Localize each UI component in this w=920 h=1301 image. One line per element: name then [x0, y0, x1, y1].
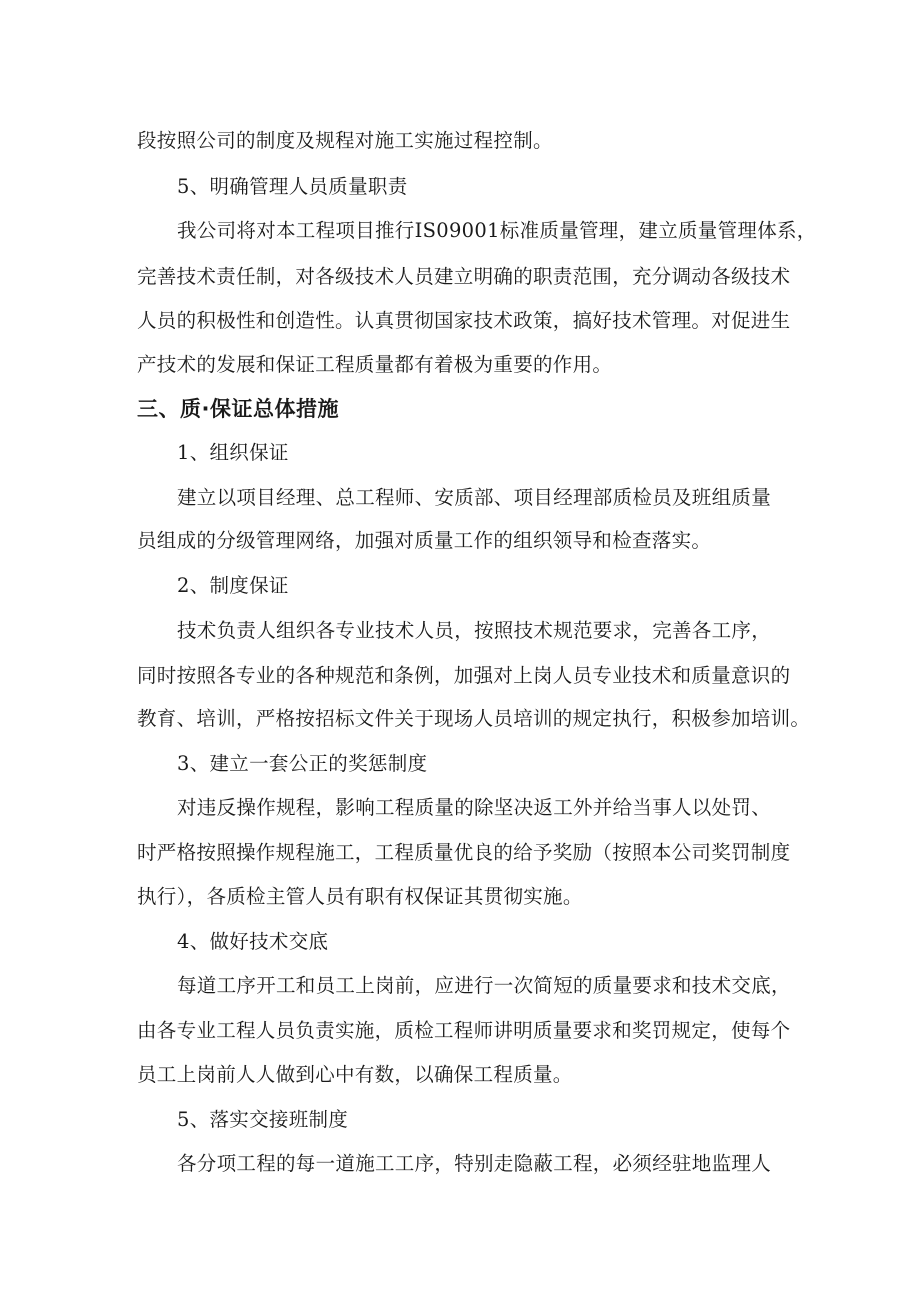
subsection-heading: 2、制度保证 — [177, 574, 289, 597]
paragraph-line: 同时按照各专业的各种规范和条例，加强对上岗人员专业技术和质量意识的 — [137, 664, 791, 687]
subsection-heading: 4、做好技术交底 — [177, 930, 329, 953]
subsection-heading: 3、建立一套公正的奖惩制度 — [177, 752, 428, 775]
paragraph-line: 我公司将对本工程项目推行IS09001标准质量管理，建立质量管理体系， — [177, 219, 817, 242]
paragraph-line: 执行），各质检主管人员有职有权保证其贯彻实施。 — [137, 885, 583, 908]
paragraph-line: 由各专业工程人员负责实施，质检工程师讲明质量要求和奖罚规定，使每个 — [137, 1019, 791, 1042]
paragraph-line: 段按照公司的制度及规程对施工实施过程控制。 — [137, 129, 553, 152]
section-heading: 三、质·保证总体措施 — [137, 397, 339, 421]
subsection-heading: 5、明确管理人员质量职责 — [177, 175, 408, 198]
paragraph-line: 各分项工程的每一道施工工序，特别走隐蔽工程，必须经驻地监理人 — [177, 1152, 772, 1175]
paragraph-line: 员工上岗前人人做到心中有数，以确保工程质量。 — [137, 1063, 573, 1086]
subsection-heading: 5、落实交接班制度 — [177, 1108, 349, 1131]
paragraph-line: 产技术的发展和保证工程质量都有着极为重要的作用。 — [137, 353, 613, 376]
paragraph-line: 人员的积极性和创造性。认真贯彻国家技术政策，搞好技术管理。对促进生 — [137, 309, 791, 332]
paragraph-line: 建立以项目经理、总工程师、安质部、项目经理部质检员及班组质量 — [177, 486, 772, 509]
paragraph-line: 教育、培训，严格按招标文件关于现场人员培训的规定执行，积极参加培训。 — [137, 707, 811, 730]
paragraph-line: 员组成的分级管理网络，加强对质量工作的组织领导和检查落实。 — [137, 529, 712, 552]
paragraph-line: 每道工序开工和员工上岗前，应进行一次简短的质量要求和技术交底， — [177, 974, 791, 997]
paragraph-line: 对违反操作规程，影响工程质量的除坚决返工外并给当事人以处罚、 — [177, 796, 772, 819]
paragraph-line: 完善技术责任制，对各级技术人员建立明确的职责范围，充分调动各级技术 — [137, 265, 791, 288]
subsection-heading: 1、组织保证 — [177, 441, 289, 464]
paragraph-line: 时严格按照操作规程施工，工程质量优良的给予奖励（按照本公司奖罚制度 — [137, 841, 791, 864]
paragraph-line: 技术负责人组织各专业技术人员，按照技术规范要求，完善各工序， — [177, 619, 772, 642]
